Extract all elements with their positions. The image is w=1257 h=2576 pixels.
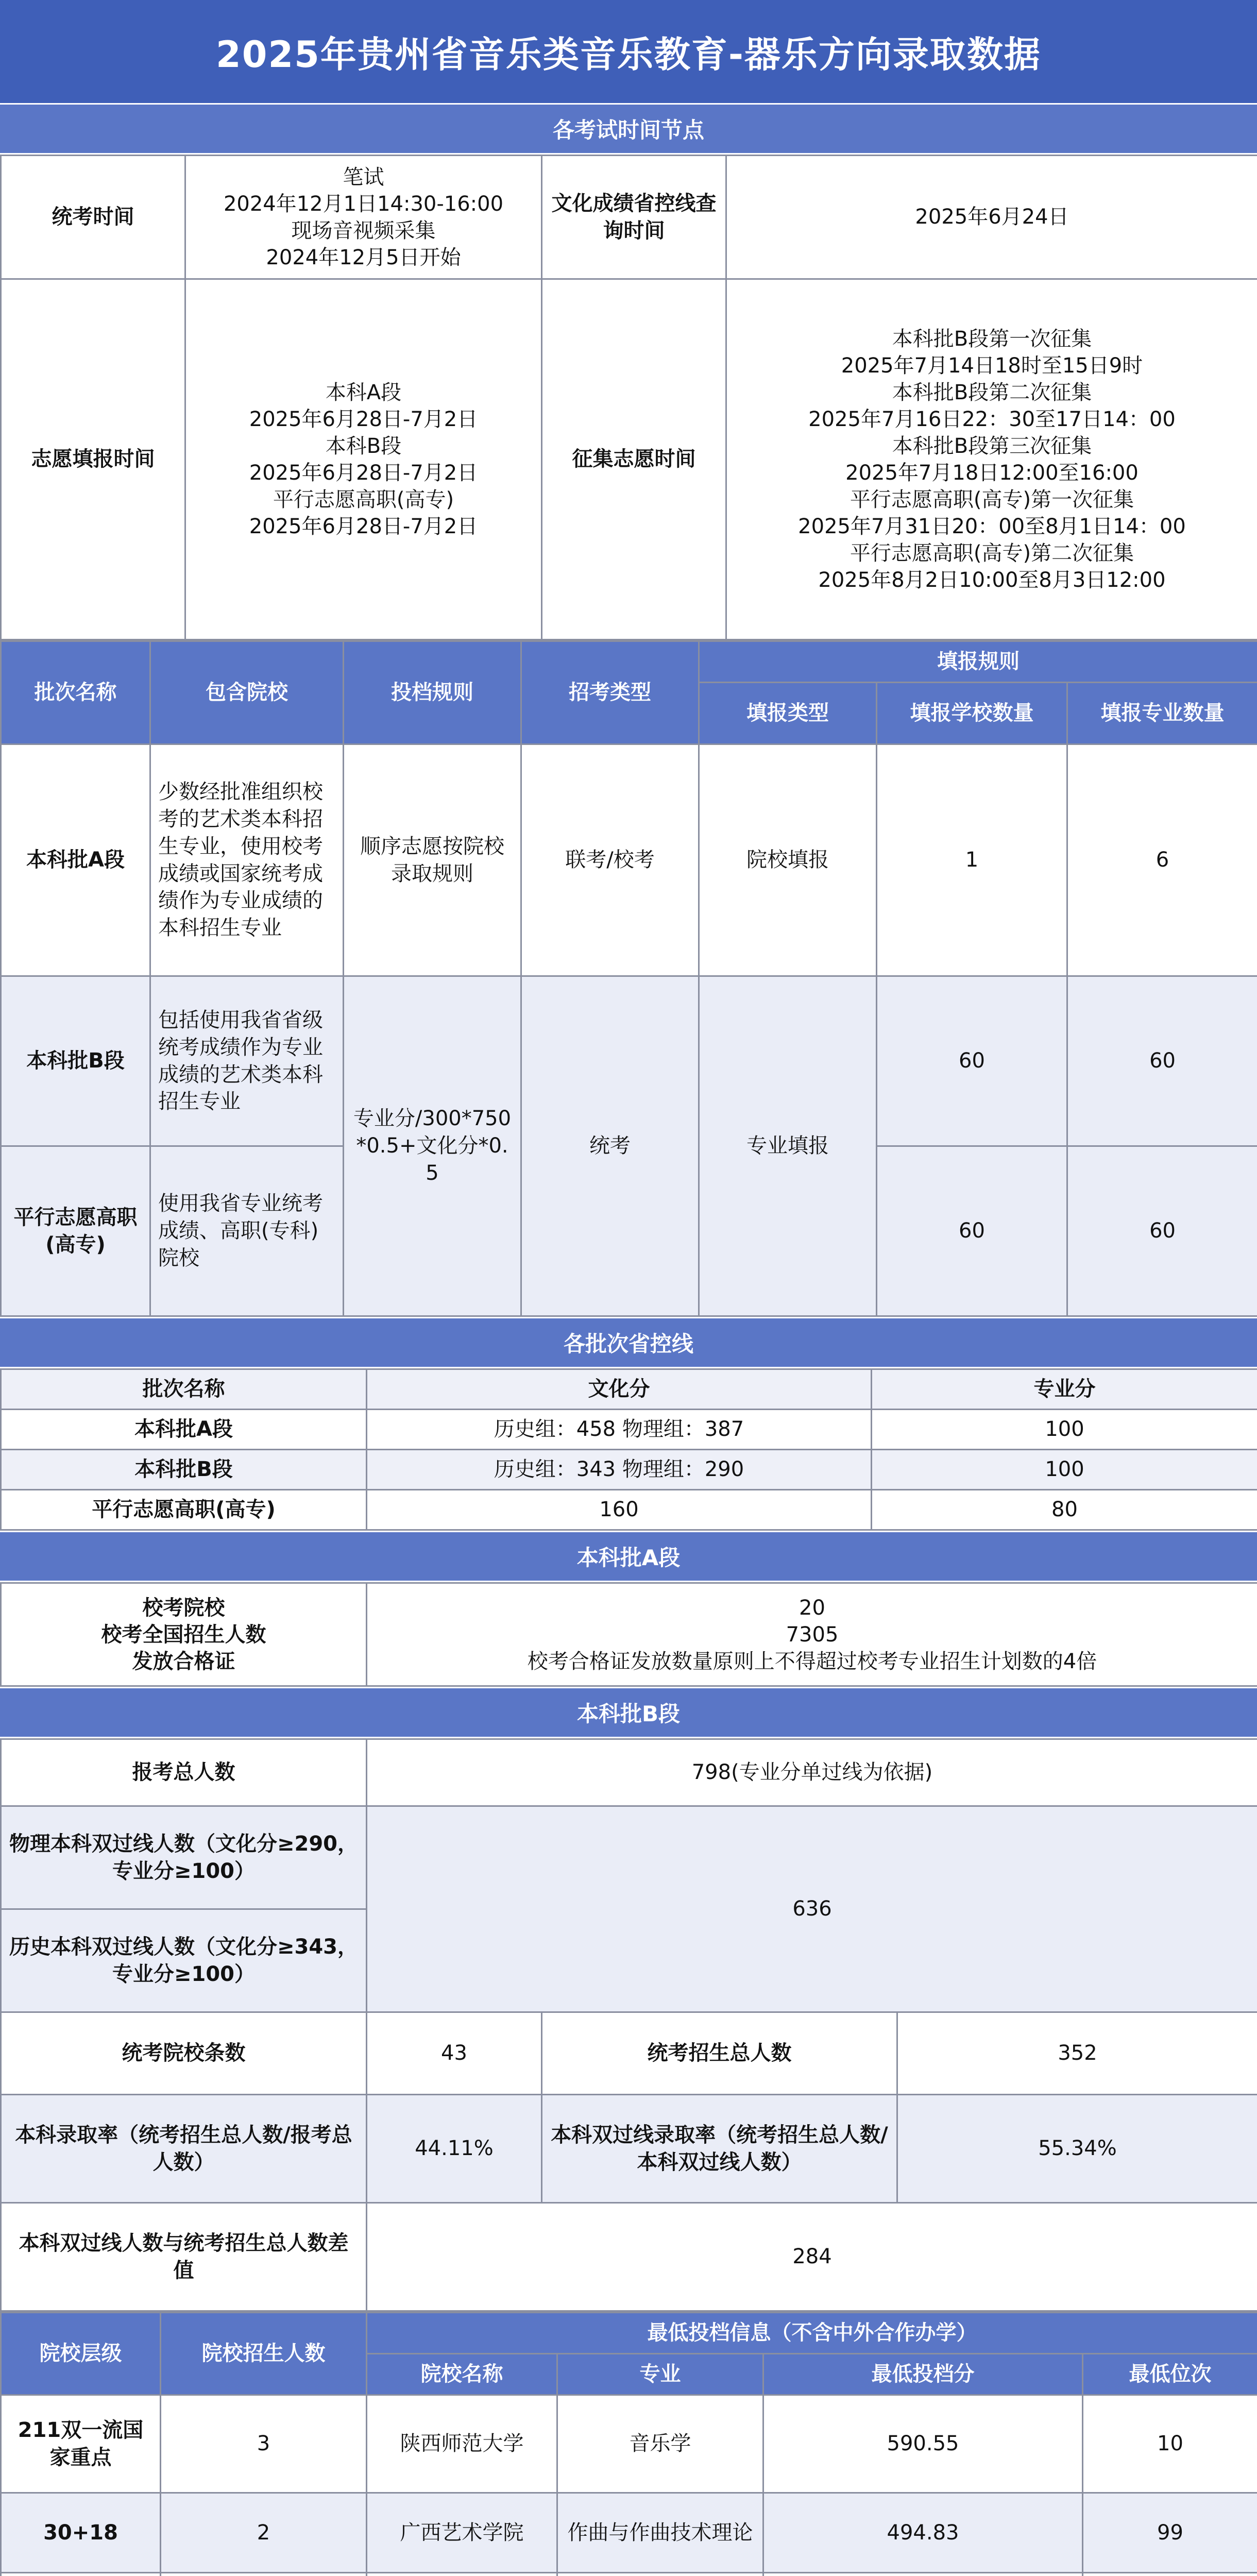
tier-h-count: 院校招生人数 bbox=[161, 2313, 367, 2395]
rules-b-name: 本科批B段 bbox=[1, 976, 150, 1146]
rules-h-rule: 投档规则 bbox=[344, 641, 521, 744]
score-query-value: 2025年6月24日 bbox=[726, 156, 1257, 279]
rules-v-schooln: 60 bbox=[877, 1146, 1067, 1316]
batchB-diff-value: 284 bbox=[367, 2203, 1257, 2311]
tier-row-major: 音乐学 bbox=[557, 2395, 763, 2493]
section-batchB-header: 本科批B段 bbox=[0, 1687, 1257, 1738]
rules-b-type: 统考 bbox=[521, 976, 699, 1316]
batchB-drate-label: 本科双过线录取率（统考招生总人数/本科双过线人数） bbox=[542, 2095, 897, 2203]
batchA-values: 20 7305 校考合格证发放数量原则上不得超过校考专业招生计划数的4倍 bbox=[367, 1583, 1257, 1686]
lines-h-culture: 文化分 bbox=[367, 1369, 872, 1410]
batchB-diff-label: 本科双过线人数与统考招生总人数差值 bbox=[1, 2203, 367, 2311]
tier-row-school: 陕西师范大学 bbox=[367, 2395, 557, 2493]
collect-time-value: 本科批B段第一次征集 2025年7月14日18时至15日9时 本科批B段第二次征集 2025年7月16日22：30至17日14：00 本科批B段第三次征集 2025年7月18日12:00至16:00 平行志愿高职(高专)第一次征集 2025年7月31日20：00至8月1日14：00 平行志愿高职(高专)第二次征集 2025年8月2日10:00至8月3日12:00 bbox=[726, 279, 1257, 640]
tier-row-count: 3 bbox=[161, 2395, 367, 2493]
tier-row-count: 2 bbox=[161, 2493, 367, 2573]
time-table bbox=[0, 155, 1257, 640]
collect-time-label: 征集志愿时间 bbox=[542, 279, 726, 640]
tier-row-score: 590.55 bbox=[763, 2395, 1083, 2493]
score-query-label: 文化成绩省控线查询时间 bbox=[542, 156, 726, 279]
batchB-phys-label: 物理本科双过线人数（文化分≥290，专业分≥100） bbox=[1, 1806, 367, 1909]
tier-h-score: 最低投档分 bbox=[763, 2354, 1083, 2395]
tier-row-rank: 10 bbox=[1083, 2395, 1257, 2493]
batchB-double-value: 636 bbox=[367, 1806, 1257, 2012]
rules-h-schooln: 填报学校数量 bbox=[877, 683, 1067, 744]
tier-row-rank bbox=[1083, 2573, 1257, 2576]
batchB-schools-value: 43 bbox=[367, 2012, 542, 2095]
lines-row-major: 100 bbox=[872, 1410, 1257, 1450]
tier-row-level bbox=[1, 2573, 161, 2576]
lines-h-batch: 批次名称 bbox=[1, 1369, 367, 1410]
rules-h-batch: 批次名称 bbox=[1, 641, 150, 744]
rules-v-schools: 使用我省专业统考成绩、高职(专科)院校 bbox=[150, 1146, 344, 1316]
lines-row-culture: 160 bbox=[367, 1490, 872, 1530]
rules-h-filltype: 填报类型 bbox=[699, 683, 877, 744]
rules-a-schooln: 1 bbox=[877, 744, 1067, 976]
rules-h-fill: 填报规则 bbox=[699, 641, 1257, 683]
batchB-hist-label: 历史本科双过线人数（文化分≥343，专业分≥100） bbox=[1, 1909, 367, 2012]
tier-row-school bbox=[367, 2573, 557, 2576]
tier-row-major: 作曲与作曲技术理论 bbox=[557, 2493, 763, 2573]
batchB-enroll-label: 统考招生总人数 bbox=[542, 2012, 897, 2095]
tier-row-score bbox=[763, 2573, 1083, 2576]
batchB-schools-label: 统考院校条数 bbox=[1, 2012, 367, 2095]
lines-row-name: 本科批A段 bbox=[1, 1410, 367, 1450]
rules-v-majorn: 60 bbox=[1067, 1146, 1257, 1316]
fill-time-value: 本科A段 2025年6月28日-7月2日 本科B段 2025年6月28日-7月2日 平行志愿高职(高专) 2025年6月28日-7月2日 bbox=[185, 279, 542, 640]
rules-b-schools: 包括使用我省省级统考成绩作为专业成绩的艺术类本科招生专业 bbox=[150, 976, 344, 1146]
rules-h-majorn: 填报专业数量 bbox=[1067, 683, 1257, 744]
tier-row-school: 广西艺术学院 bbox=[367, 2493, 557, 2573]
tier-h-major: 专业 bbox=[557, 2354, 763, 2395]
rules-a-rule: 顺序志愿按院校录取规则 bbox=[344, 744, 521, 976]
tier-table bbox=[0, 2312, 1257, 2576]
rules-a-type: 联考/校考 bbox=[521, 744, 699, 976]
batchB-total-value: 798(专业分单过线为依据) bbox=[367, 1739, 1257, 1806]
rules-a-majorn: 6 bbox=[1067, 744, 1257, 976]
page-title: 2025年贵州省音乐类音乐教育-器乐方向录取数据 bbox=[0, 0, 1257, 103]
rules-b-rule: 专业分/300*750*0.5+文化分*0.5 bbox=[344, 976, 521, 1316]
section-lines-header: 各批次省控线 bbox=[0, 1317, 1257, 1368]
batchB-enroll-value: 352 bbox=[897, 2012, 1257, 2095]
batchB-rate-label: 本科录取率（统考招生总人数/报考总人数） bbox=[1, 2095, 367, 2203]
tier-h-rank: 最低位次 bbox=[1083, 2354, 1257, 2395]
lines-h-major: 专业分 bbox=[872, 1369, 1257, 1410]
batchB-rate-value: 44.11% bbox=[367, 2095, 542, 2203]
rules-a-filltype: 院校填报 bbox=[699, 744, 877, 976]
rules-a-schools: 少数经批准组织校考的艺术类本科招生专业，使用校考成绩或国家统考成绩作为专业成绩的本科招生专业 bbox=[150, 744, 344, 976]
exam-time-value: 笔试 2024年12月1日14:30-16:00 现场音视频采集 2024年12月5日开始 bbox=[185, 156, 542, 279]
lines-row-name: 本科批B段 bbox=[1, 1450, 367, 1490]
tier-row-rank: 99 bbox=[1083, 2493, 1257, 2573]
lines-row-culture: 历史组：343 物理组：290 bbox=[367, 1450, 872, 1490]
rules-b-schooln: 60 bbox=[877, 976, 1067, 1146]
tier-row-major bbox=[557, 2573, 763, 2576]
fill-time-label: 志愿填报时间 bbox=[1, 279, 185, 640]
rules-a-name: 本科批A段 bbox=[1, 744, 150, 976]
rules-b-majorn: 60 bbox=[1067, 976, 1257, 1146]
rules-h-type: 招考类型 bbox=[521, 641, 699, 744]
batchA-table bbox=[0, 1582, 1257, 1687]
rules-v-name: 平行志愿高职(高专) bbox=[1, 1146, 150, 1316]
lines-row-name: 平行志愿高职(高专) bbox=[1, 1490, 367, 1530]
batchB-drate-value: 55.34% bbox=[897, 2095, 1257, 2203]
section-time-header: 各考试时间节点 bbox=[0, 103, 1257, 155]
tier-h-level: 院校层级 bbox=[1, 2313, 161, 2395]
rules-table bbox=[0, 640, 1257, 1317]
batchA-labels: 校考院校 校考全国招生人数 发放合格证 bbox=[1, 1583, 367, 1686]
rules-h-schools: 包含院校 bbox=[150, 641, 344, 744]
rules-b-filltype: 专业填报 bbox=[699, 976, 877, 1316]
tier-h-min: 最低投档信息（不含中外合作办学） bbox=[367, 2313, 1257, 2354]
batchB-table bbox=[0, 1738, 1257, 2312]
lines-table bbox=[0, 1368, 1257, 1531]
tier-row-score: 494.83 bbox=[763, 2493, 1083, 2573]
section-batchA-header: 本科批A段 bbox=[0, 1531, 1257, 1582]
tier-row-count bbox=[161, 2573, 367, 2576]
tier-row-level: 30+18 bbox=[1, 2493, 161, 2573]
tier-row-level: 211双一流国家重点 bbox=[1, 2395, 161, 2493]
lines-row-culture: 历史组：458 物理组：387 bbox=[367, 1410, 872, 1450]
batchB-total-label: 报考总人数 bbox=[1, 1739, 367, 1806]
lines-row-major: 80 bbox=[872, 1490, 1257, 1530]
lines-row-major: 100 bbox=[872, 1450, 1257, 1490]
exam-time-label: 统考时间 bbox=[1, 156, 185, 279]
tier-h-school: 院校名称 bbox=[367, 2354, 557, 2395]
